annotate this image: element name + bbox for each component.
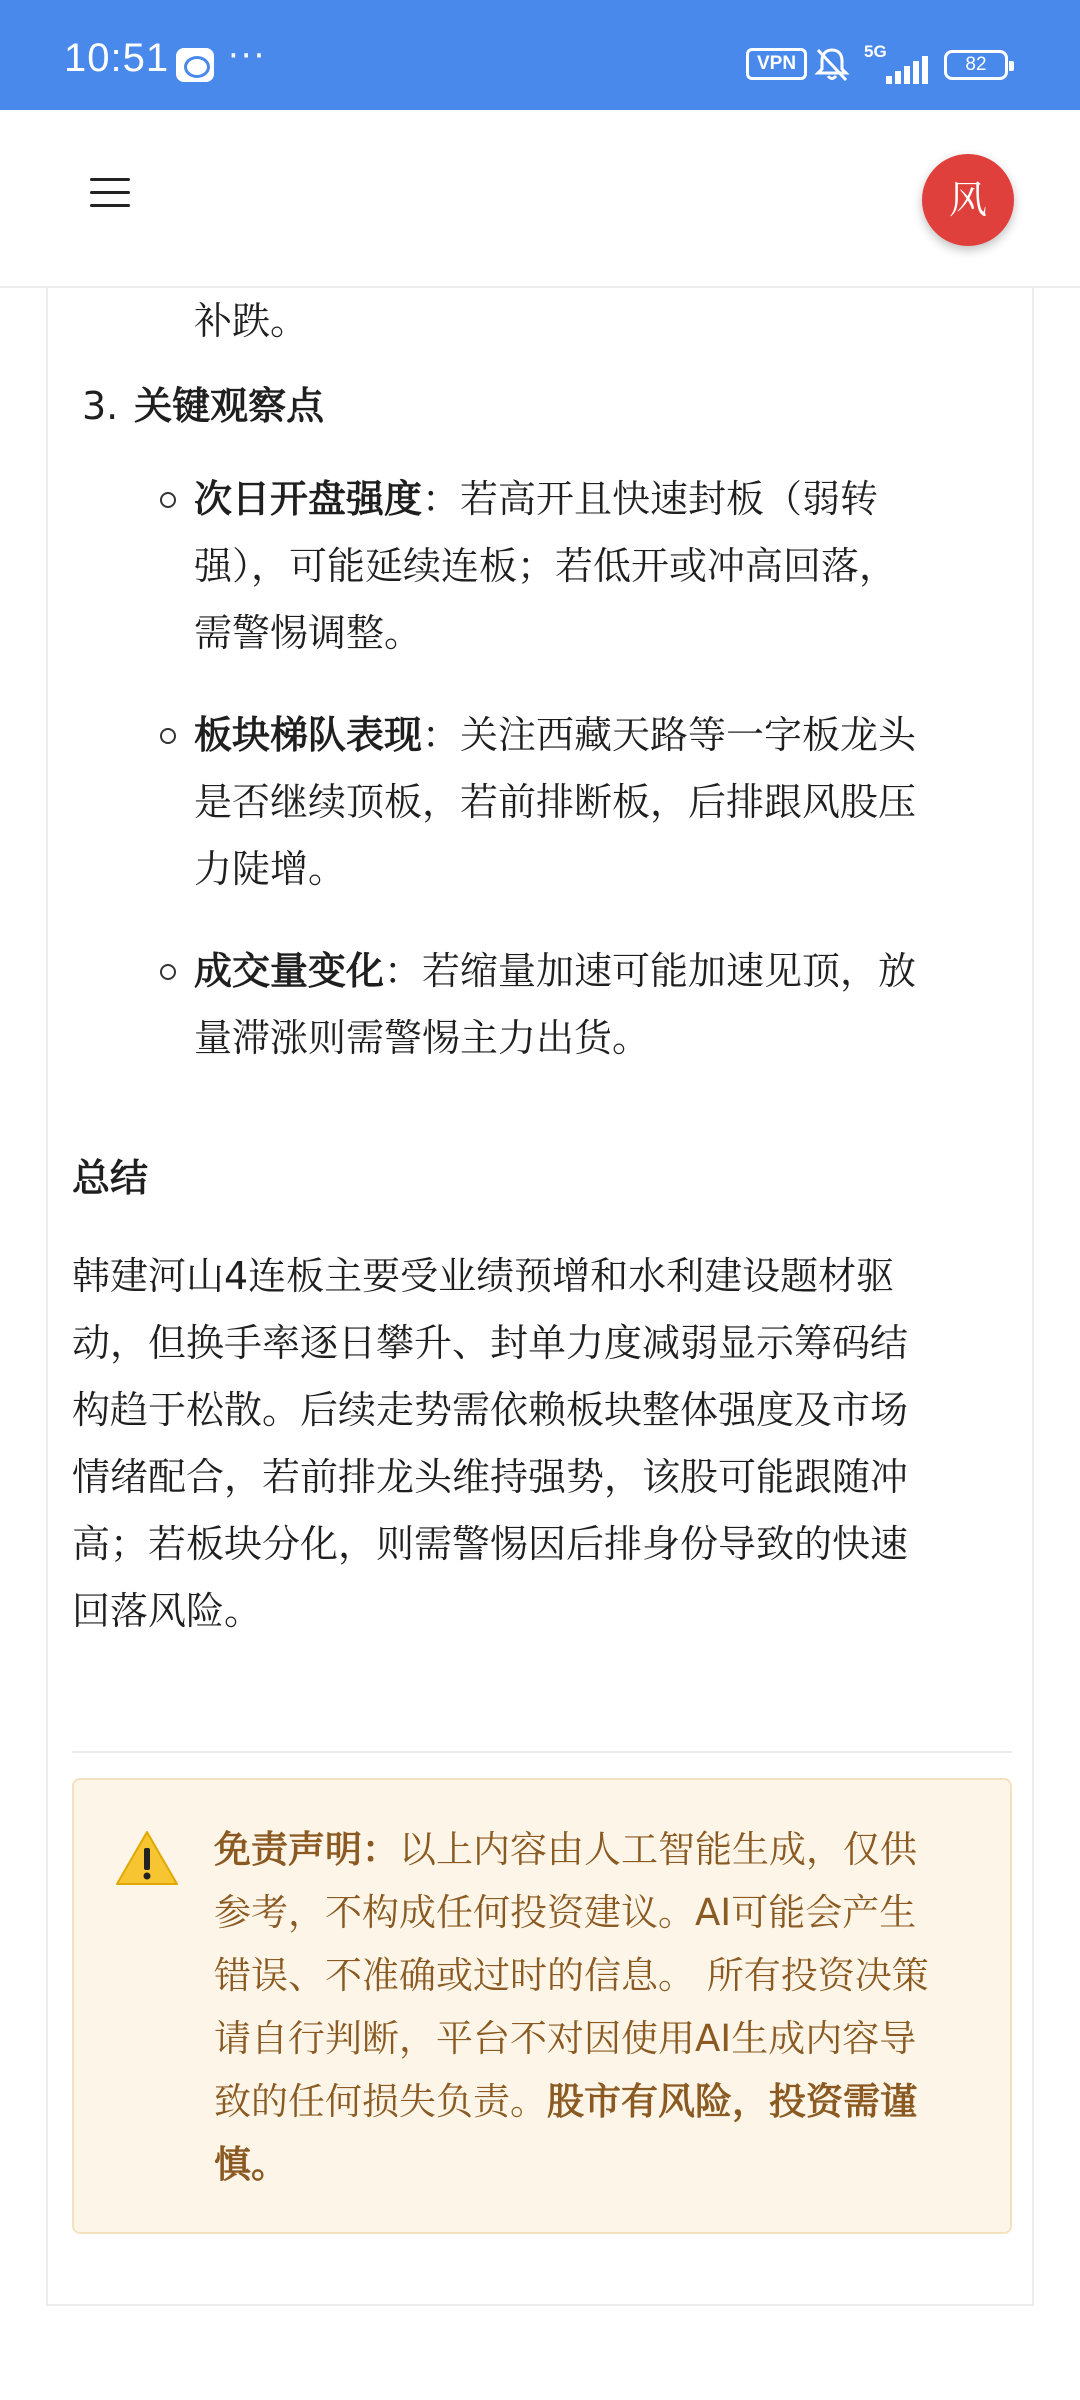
list-item: [152, 702, 1032, 912]
bullet-title: 成交量变化: [194, 949, 385, 993]
disclaimer-label: 免责声明：: [214, 1828, 399, 1871]
status-bar: [0, 0, 1080, 110]
summary-line: 回落风险。: [72, 1589, 263, 1633]
app-header: [0, 110, 1080, 288]
bullet-circle-icon: [160, 964, 176, 980]
continued-text: 补跌。: [194, 299, 309, 343]
ordered-list-item-3: [82, 378, 324, 434]
bullet-line: 力陡增。: [194, 847, 347, 891]
bullet-text: [194, 702, 1014, 903]
summary-heading: 总结: [72, 1156, 149, 1200]
summary-paragraph: [72, 1243, 1012, 1645]
signal-indicator: [864, 42, 928, 84]
list-item: [152, 938, 1032, 1078]
battery-indicator: 82: [944, 50, 1008, 80]
bullet-text: [194, 938, 1014, 1072]
status-time: 10:51: [64, 36, 170, 80]
avatar[interactable]: 风: [922, 154, 1014, 246]
bullet-line: ：若缩量加速可能加速见顶，放: [384, 949, 917, 993]
more-notifications-icon: ···: [228, 36, 267, 76]
summary-line: 韩建河山4连板主要受业绩预增和水利建设题材驱: [72, 1254, 895, 1298]
summary-line: 动，但换手率逐日攀升、封单力度减弱显示筹码结: [72, 1321, 909, 1365]
divider: [72, 1751, 1012, 1753]
bullet-line: 量滞涨则需警惕主力出货。: [194, 1016, 651, 1060]
disclaimer-line: 错误、不准确或过时的信息。 所有投资决策: [214, 1954, 929, 1997]
bell-off-icon: [812, 44, 852, 84]
bullet-circle-icon: [160, 728, 176, 744]
summary-line: 构趋于松散。后续走势需依赖板块整体强度及市场: [72, 1388, 909, 1432]
summary-line: 情绪配合，若前排龙头维持强势，该股可能跟随冲: [72, 1455, 909, 1499]
bullet-text: [194, 466, 1014, 667]
bullet-title: 板块梯队表现: [194, 713, 423, 757]
disclaimer-box: [72, 1778, 1012, 2234]
list-item: [152, 466, 1032, 676]
bullet-line: 强），可能延续连板；若低开或冲高回落，: [194, 544, 898, 588]
disclaimer-line: 以上内容由人工智能生成，仅供: [399, 1828, 917, 1871]
list-number: 3.: [82, 384, 119, 428]
network-type: 5G: [864, 42, 887, 61]
disclaimer-line: 请自行判断，平台不对因使用AI生成内容导: [214, 2017, 917, 2060]
bullet-line: ：若高开且快速封板（弱转: [422, 477, 879, 521]
bullet-title: 次日开盘强度: [194, 477, 423, 521]
bullet-line: 需警惕调整。: [194, 611, 423, 655]
risk-warning: 股市有风险，投资需谨: [547, 2080, 917, 2123]
section-title: 关键观察点: [134, 384, 325, 428]
signal-bars-icon: [886, 56, 928, 84]
vpn-badge: VPN: [746, 48, 807, 80]
warning-triangle-icon: [114, 1828, 180, 1888]
content-card: [46, 288, 1034, 2306]
disclaimer-line: 致的任何损失负责。: [214, 2080, 547, 2123]
summary-line: 高；若板块分化，则需警惕因后排身份导致的快速: [72, 1522, 909, 1566]
chat-bubble-icon: [176, 48, 214, 82]
hamburger-menu-icon[interactable]: [90, 178, 130, 218]
disclaimer-text: [214, 1818, 974, 2196]
bullet-line: 是否继续顶板，若前排断板，后排跟风股压: [194, 780, 917, 824]
bullet-circle-icon: [160, 492, 176, 508]
disclaimer-line: 参考，不构成任何投资建议。AI可能会产生: [214, 1891, 917, 1934]
risk-warning: 慎。: [214, 2143, 288, 2186]
bullet-line: ：关注西藏天路等一字板龙头: [422, 713, 917, 757]
